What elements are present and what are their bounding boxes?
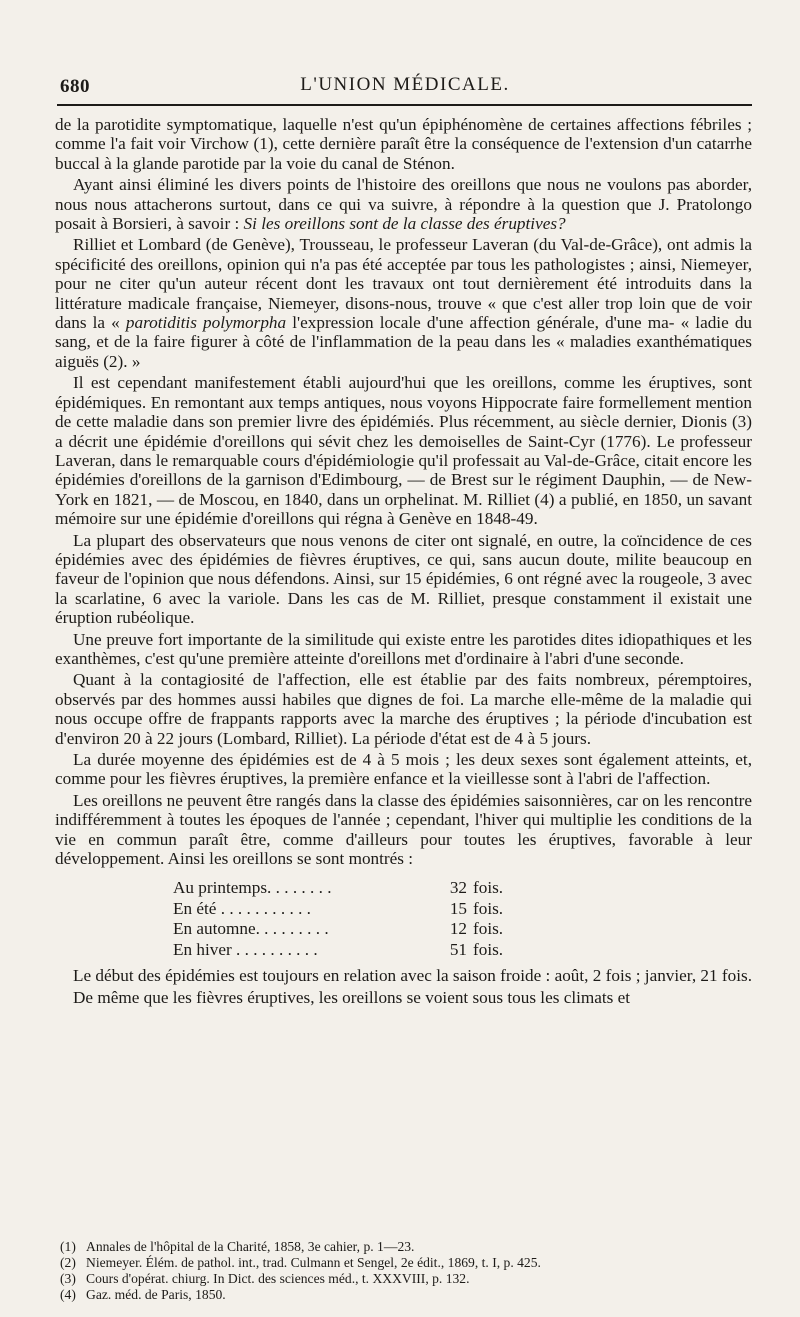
footnote-mark: (4) bbox=[60, 1287, 76, 1302]
season-count: 12 bbox=[449, 919, 467, 939]
paragraph: Il est cependant manifestement établi aujourd'hui que les oreillons, comme les éruptives, sont épidémiques. En remontant aux temps antiques, nous voyons Hippocrate faire formellement mention de cette maladie dans son premier livre des épidémiés. Plus récemment, au siècle dernier, Dionis (3) a décrit une épidémie d'oreillons qui sévit chez les demoiselles de Saint-Cyr (1776). Le professeur Laveran, dans le remarquable cours d'épidémiologie qu'il professait au Val-de-Grâce, citait encore les épidémies d'oreillons de la garnison d'Edimbourg, — de Brest sur le régiment Dauphin, — de New-York en 1821, — de Moscou, en 1840, dans un orphelinat. M. Rilliet (4) a publié, en 1850, un savant mémoire sur une épidémie d'oreillons qui régna à Genève en 1848-49. bbox=[55, 373, 752, 529]
page-header bbox=[60, 70, 750, 100]
paragraph-text: l'expression locale d'une affection générale, d'une ma- « ladie du sang, et de la faire figurer à côté de l'inflammation de la peau dans les « maladies exanthématiques aiguës (2). » bbox=[55, 313, 753, 371]
paragraph: Une preuve fort importante de la similitude qui existe entre les parotides dites idiopathiques et les exanthèmes, c'est qu'une première atteinte d'oreillons met d'ordinaire à l'abri d'une seconde. bbox=[55, 629, 752, 668]
table-row bbox=[173, 940, 503, 961]
paragraph: Le début des épidémies est toujours en relation avec la saison froide : août, 2 fois ; janvier, 21 fois. bbox=[73, 966, 752, 986]
paragraph: La plupart des observateurs que nous venons de citer ont signalé, en outre, la coïncidence de ces épidémies avec des épidémies de fièvres éruptives, ce qui, sans aucun doute, milite beaucoup en faveur de l'opinion que nous défendons. Ainsi, sur 15 épidémies, 6 ont régné avec la rougeole, 3 avec la scarlatine, 6 avec la variole. Dans les cas de M. Rilliet, presque constamment il existait une éruption rubéolique. bbox=[55, 530, 752, 628]
season-label: En hiver . . . . . . . . . . bbox=[173, 939, 318, 959]
header-rule bbox=[57, 104, 752, 106]
paragraph-text: Rilliet et Lombard (de Genève), Trousseau, le professeur Laveran (du Val-de-Grâce), ont admis la spécificité des oreillons, opinion qui n'a pas été acceptée par tous les pathologistes ; ainsi, Niemeyer, pour ne citer qu'un auteur récent dont les travaux ont tout dernièrement été introduits dans la littérature madicale française, Niemeyer, disons-nous, trouve « que c'est aller trop loin que de voir dans la « bbox=[55, 235, 752, 333]
footnote-text: Niemeyer. Élém. de pathol. int., trad. Culmann et Sengel, 2e édit., 1869, t. I, p. 425. bbox=[86, 1255, 541, 1270]
footnote bbox=[60, 1287, 752, 1303]
footnote bbox=[60, 1255, 752, 1271]
season-count: 32 bbox=[449, 878, 467, 898]
paragraph: de la parotidite symptomatique, laquelle n'est qu'un épiphénomène de certaines affections fébriles ; comme l'a fait voir Virchow (1), cette dernière paraît être la conséquence de l'extension d'un catarrhe buccal à la glande parotide par la voie du canal de Sténon. bbox=[55, 115, 752, 173]
season-unit: fois. bbox=[473, 878, 504, 898]
paragraph bbox=[55, 175, 752, 233]
footnote-mark: (1) bbox=[60, 1239, 76, 1254]
footnote-text: Cours d'opérat. chiurg. In Dict. des sciences méd., t. XXXVIII, p. 132. bbox=[86, 1271, 470, 1286]
paragraph: La durée moyenne des épidémies est de 4 à 5 mois ; les deux sexes sont également atteints, et, comme pour les fièvres éruptives, la première enfance et la vieillesse sont à l'abri de l'affection. bbox=[55, 750, 752, 789]
paragraph: Quant à la contagiosité de l'affection, elle est établie par des faits nombreux, péremptoires, observés par des hommes aussi habiles que dignes de foi. La marche elle-même de la maladie qui nous occupe offre de frappants rapports avec la marche des éruptives ; la période d'incubation est d'environ 20 à 22 jours (Lombard, Rilliet). La période d'état est de 4 à 5 jours. bbox=[55, 670, 752, 748]
footnote bbox=[60, 1239, 752, 1255]
table-row bbox=[173, 878, 503, 899]
body-text bbox=[55, 115, 752, 1007]
paragraph bbox=[55, 235, 752, 371]
season-unit: fois. bbox=[473, 939, 504, 959]
season-label: Au printemps. . . . . . . . bbox=[173, 878, 332, 898]
season-label: En été . . . . . . . . . . . bbox=[173, 898, 311, 918]
footnote-mark: (3) bbox=[60, 1271, 76, 1286]
italic-question: Si les oreillons sont de la classe des éruptives? bbox=[243, 214, 566, 234]
paragraph: Les oreillons ne peuvent être rangés dans la classe des épidémies saisonnières, car on les rencontre indifféremment à toutes les époques de l'année ; cependant, l'hiver qui multiplie les conditions de la vie en commun paraît être, comme d'ailleurs pour toutes les éruptives, favorable à leur développement. Ainsi les oreillons se sont montrés : bbox=[55, 790, 752, 869]
footnote-text: Annales de l'hôpital de la Charité, 1858, 3e cahier, p. 1—23. bbox=[86, 1239, 415, 1254]
page-number: 680 bbox=[60, 76, 90, 97]
running-title: L'UNION MÉDICALE. bbox=[300, 74, 510, 95]
season-count: 15 bbox=[449, 898, 467, 918]
footnote-text: Gaz. méd. de Paris, 1850. bbox=[86, 1287, 226, 1302]
season-unit: fois. bbox=[473, 898, 504, 918]
table-row bbox=[173, 919, 503, 940]
season-table bbox=[173, 878, 503, 960]
season-unit: fois. bbox=[473, 919, 504, 939]
paragraph-text: Ayant ainsi éliminé les divers points de l'histoire des oreillons que nous ne voulons pas aborder, nous nous attacherons surtout, dans ce qui va suivre, à répondre à la question que J. Pratolongo posait à Borsieri, à savoir : bbox=[55, 175, 752, 234]
footnote-mark: (2) bbox=[60, 1255, 76, 1270]
paragraph: De même que les fièvres éruptives, les oreillons se voient sous tous les climats et bbox=[73, 987, 631, 1007]
italic-term: parotiditis polymorpha bbox=[125, 313, 287, 333]
season-label: En automne. . . . . . . . . bbox=[173, 919, 329, 939]
footnotes bbox=[60, 1239, 752, 1303]
table-row bbox=[173, 899, 503, 920]
season-count: 51 bbox=[449, 939, 467, 959]
footnote bbox=[60, 1271, 752, 1287]
